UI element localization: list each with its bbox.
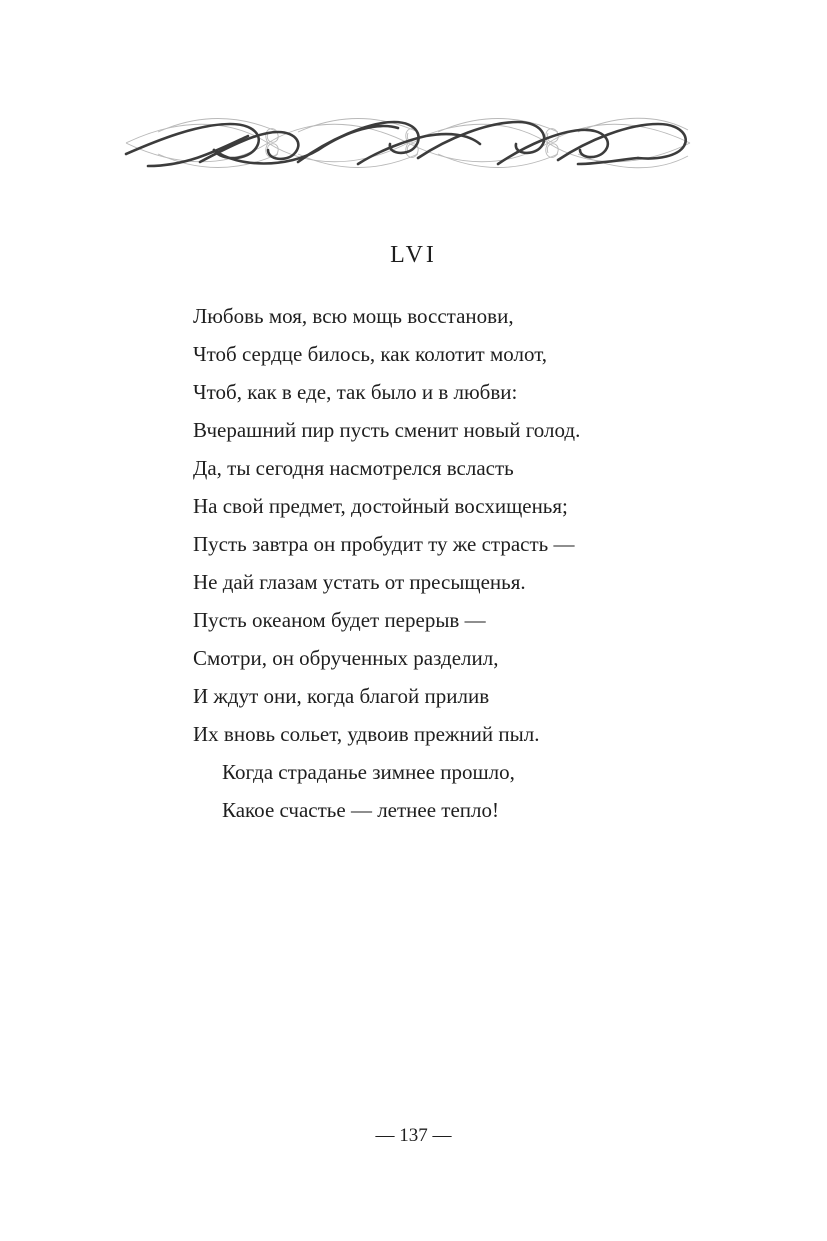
poem-line: Чтоб, как в еде, так было и в любви: bbox=[193, 380, 518, 404]
poem-line: Пусть завтра он пробудит ту же страсть — bbox=[193, 532, 575, 556]
page-number: — 137 — bbox=[375, 1125, 452, 1146]
poem-line: Не дай глазам устать от пресыщенья. bbox=[193, 570, 526, 594]
poem-line: На свой предмет, достойный восхищенья; bbox=[193, 494, 568, 518]
poem-line: Да, ты сегодня насмотрелся всласть bbox=[193, 456, 514, 480]
couplet-line: Какое счастье — летнее тепло! bbox=[222, 798, 500, 822]
poem-text bbox=[193, 297, 713, 829]
flourish-border-icon bbox=[118, 110, 698, 176]
poem-line: Пусть океаном будет перерыв — bbox=[193, 608, 486, 632]
poem-line: Любовь моя, всю мощь восстанови, bbox=[193, 304, 514, 328]
poem-line: Их вновь сольет, удвоив прежний пыл. bbox=[193, 722, 540, 746]
poem-line: И ждут они, когда благой прилив bbox=[193, 684, 490, 708]
poem-line: Чтоб сердце билось, как колотит молот, bbox=[193, 342, 548, 366]
couplet-line: Когда страданье зимнее прошло, bbox=[222, 760, 515, 784]
sonnet-number: LVI bbox=[390, 242, 437, 268]
poem-line: Вчерашний пир пусть сменит новый голод. bbox=[193, 418, 581, 442]
poem-line: Смотри, он обрученных разделил, bbox=[193, 646, 499, 670]
